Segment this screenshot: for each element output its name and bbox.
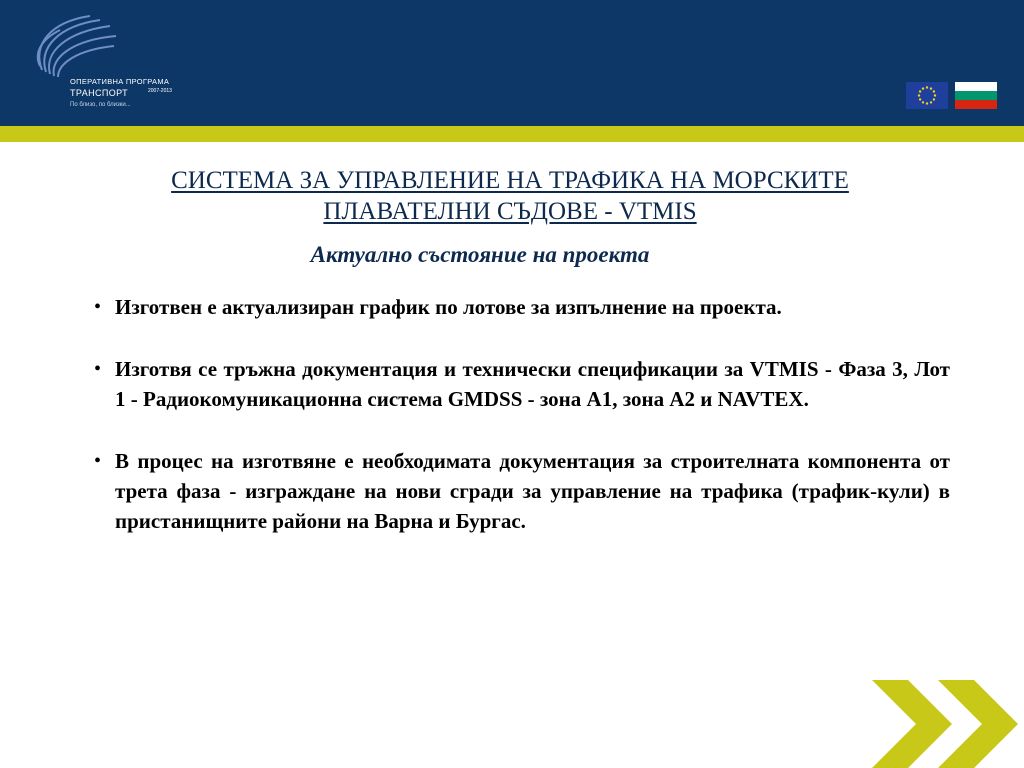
logo-years-label: 2007-2013	[148, 88, 172, 94]
logo-program-label: ОПЕРАТИВНА ПРОГРАМА	[70, 77, 170, 86]
slide-subtitle: Актуално състояние на проекта	[310, 242, 650, 267]
bullet-text: Изготвен е актуализиран график по лотове за изпълнение на проекта.	[115, 295, 782, 319]
bullet-text: В процес на изготвяне е необходимата документация за строителната компонента от трета фаза - изграждане на нови сгради за управление на трафика (трафик-кули) в пристанищните райони на Варна и Бургас.	[115, 449, 950, 533]
swoosh-logo-icon	[30, 10, 120, 80]
program-logo	[30, 10, 190, 115]
header-accent-stripe	[0, 126, 1024, 142]
slide-title	[60, 165, 960, 227]
bullet-dot-icon: •	[94, 296, 102, 318]
bullet-list	[92, 292, 950, 568]
slide-title-line1: СИСТЕМА ЗА УПРАВЛЕНИЕ НА ТРАФИКА НА МОРСКИТЕ	[171, 167, 849, 194]
slide-title-line2: ПЛАВАТЕЛНИ СЪДОВЕ - VTMIS	[323, 198, 697, 225]
bullet-item	[92, 446, 950, 536]
bullet-dot-icon: •	[94, 358, 102, 380]
header-bar	[0, 0, 1024, 126]
bulgaria-flag-icon	[955, 82, 997, 109]
bullet-text: Изготвя се тръжна документация и технически спецификации за VTMIS - Фаза 3, Лот 1 - Радиокомуникационна система GMDSS - зона А1, зона А2 и NAVTEX.	[115, 357, 950, 411]
eu-flag-icon	[906, 82, 948, 109]
bullet-item	[92, 292, 950, 322]
double-chevron-right-icon	[872, 680, 1024, 768]
logo-tagline: По близо, по близки...	[70, 102, 131, 108]
bullet-dot-icon: •	[94, 450, 102, 472]
bullet-item	[92, 354, 950, 414]
logo-transport-label: ТРАНСПОРТ	[70, 88, 129, 98]
